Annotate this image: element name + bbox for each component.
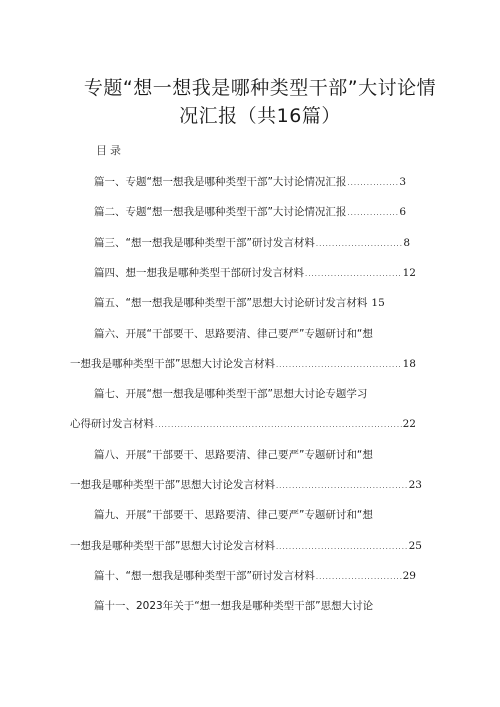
toc-page-number: 18: [402, 358, 416, 370]
toc-entry-10[interactable]: [94, 568, 416, 584]
toc-page-number: 23: [408, 479, 422, 491]
toc-entry-text: 篇八、开展“干部要干、思路要清、律己要严”专题研讨和“想: [94, 449, 373, 461]
toc-page-number: 29: [402, 570, 416, 582]
toc-page-number: 15: [371, 297, 385, 309]
document-title-line-2: 况汇报（共16篇）: [179, 105, 341, 127]
toc-entry-text-continued: 一想我是哪种类型干部”思想大讨论发言材料: [70, 540, 275, 552]
toc-entry-5[interactable]: [94, 295, 410, 311]
toc-leader-dots: [316, 236, 402, 252]
toc-entry-7-continued[interactable]: [70, 416, 416, 432]
toc-entry-text: 篇一、专题“想一想我是哪种类型干部”大讨论情况汇报: [94, 176, 347, 188]
toc-entry-7[interactable]: [94, 386, 414, 402]
toc-entry-text: 篇二、专题“想一想我是哪种类型干部”大讨论情况汇报: [94, 206, 347, 218]
toc-leader-dots: [316, 569, 402, 585]
toc-entry-6[interactable]: [94, 326, 414, 342]
toc-leader-dots: [155, 417, 402, 433]
toc-entry-2[interactable]: [94, 204, 406, 220]
toc-leader-dots: [276, 357, 402, 373]
toc-page-number: 3: [399, 176, 406, 188]
toc-page-number: 6: [399, 206, 406, 218]
toc-entry-text: 篇四、想一想我是哪种类型干部研讨发言材料: [94, 267, 304, 279]
toc-page-number: 8: [403, 237, 410, 249]
toc-entry-6-continued[interactable]: [70, 356, 416, 372]
toc-leader-dots: [276, 478, 408, 494]
toc-entry-3[interactable]: [94, 235, 410, 251]
toc-entry-text: 篇五、“想一想我是哪种类型干部”思想大讨论研讨发言材料: [94, 297, 368, 309]
toc-leader-dots: [347, 175, 398, 191]
toc-entry-8-continued[interactable]: [70, 477, 422, 493]
toc-entry-text: 篇九、开展“干部要干、思路要清、律己要严”专题研讨和“想: [94, 509, 373, 521]
toc-entry-text-continued: 心得研讨发言材料: [70, 418, 154, 430]
toc-leader-dots: [276, 539, 408, 555]
toc-entry-4[interactable]: [94, 265, 416, 281]
toc-entry-text: 篇十、“想一想我是哪种类型干部”研讨发言材料: [94, 570, 315, 582]
toc-entry-9-continued[interactable]: [70, 538, 422, 554]
toc-entry-text: 篇三、“想一想我是哪种类型干部”研讨发言材料: [94, 237, 315, 249]
toc-entry-1[interactable]: [94, 174, 406, 190]
toc-leader-dots: [347, 205, 398, 221]
toc-page-number: 25: [408, 540, 422, 552]
toc-entry-text: 篇六、开展“干部要干、思路要清、律己要严”专题研讨和“想: [94, 328, 373, 340]
toc-entry-8[interactable]: [94, 447, 414, 463]
document-title-line-1: 专题“想一想我是哪种类型干部”大讨论情: [83, 77, 437, 99]
toc-page-number: 12: [402, 267, 416, 279]
toc-leader-dots: [305, 266, 402, 282]
toc-entry-text: 篇十一、2023年关于“想一想我是哪种类型干部”思想大讨论: [94, 600, 374, 612]
toc-entry-text-continued: 一想我是哪种类型干部”思想大讨论发言材料: [70, 358, 275, 370]
toc-entry-9[interactable]: [94, 507, 414, 523]
toc-heading: 目录: [96, 144, 124, 157]
toc-entry-text-continued: 一想我是哪种类型干部”思想大讨论发言材料: [70, 479, 275, 491]
toc-entry-text: 篇七、开展“想一想我是哪种类型干部”思想大讨论专题学习: [94, 388, 368, 400]
toc-entry-11[interactable]: [94, 598, 414, 614]
toc-page-number: 22: [402, 418, 416, 430]
